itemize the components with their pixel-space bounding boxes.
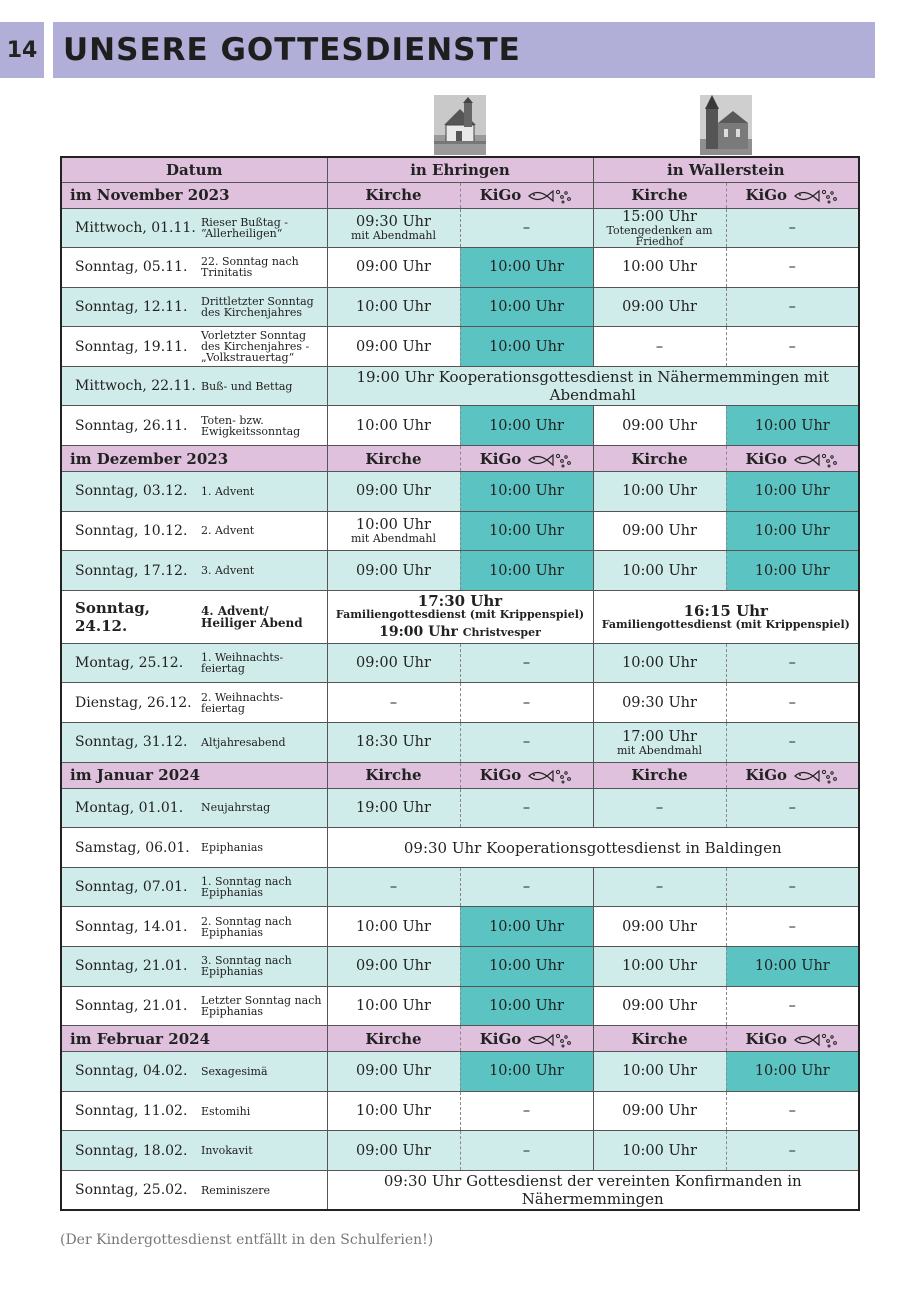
service-date: Sonntag, 21.01. <box>61 947 201 987</box>
table-row <box>61 907 859 947</box>
service-date: Sonntag, 25.02. <box>61 1170 201 1210</box>
service-occasion: Reminiszere <box>201 1170 327 1210</box>
col-kirche-label: Kirche <box>593 446 726 472</box>
month-label: im Dezember 2023 <box>61 446 327 472</box>
service-date: Sonntag, 03.12. <box>61 472 201 512</box>
ehringen-kigo: 10:00 Uhr <box>460 287 593 327</box>
col-kigo-label: KiGo <box>460 1026 593 1052</box>
wallerstein-christmas-services: 16:15 Uhr Familiengottesdienst (mit Krippenspiel) <box>593 590 859 643</box>
page-title: UNSERE GOTTESDIENSTE <box>63 32 521 68</box>
month-row-januar <box>61 762 859 788</box>
ehringen-kigo: – <box>460 643 593 683</box>
wallerstein-kirche: 09:00 Uhr <box>593 287 726 327</box>
ehringen-kirche: 10:00 Uhr <box>327 907 460 947</box>
service-occasion: Sexagesimä <box>201 1052 327 1092</box>
service-occasion: Drittletzter Sonntag des Kirchenjahres <box>201 287 327 327</box>
col-kirche-label: Kirche <box>593 762 726 788</box>
ehringen-kigo: 10:00 Uhr <box>460 248 593 288</box>
wallerstein-kigo: – <box>726 867 859 907</box>
service-occasion: 3. Sonntag nach Epiphanias <box>201 947 327 987</box>
table-row <box>61 986 859 1026</box>
service-date: Montag, 25.12. <box>61 643 201 683</box>
wallerstein-kigo: – <box>726 248 859 288</box>
wallerstein-kigo: – <box>726 287 859 327</box>
ehringen-kirche: 10:00 Uhr <box>327 406 460 446</box>
service-occasion: 2. Advent <box>201 511 327 551</box>
service-occasion: Altjahresabend <box>201 723 327 763</box>
service-date: Mittwoch, 22.11. <box>61 366 201 406</box>
wallerstein-kigo: – <box>726 723 859 763</box>
wallerstein-kigo: 10:00 Uhr <box>726 551 859 591</box>
ehringen-kigo: – <box>460 208 593 248</box>
table-row <box>61 248 859 288</box>
wallerstein-kigo: 10:00 Uhr <box>726 406 859 446</box>
table-row <box>61 208 859 248</box>
table-row <box>61 406 859 446</box>
table-row <box>61 788 859 828</box>
service-date: Sonntag, 19.11. <box>61 327 201 367</box>
ehringen-kirche: 09:30 Uhr mit Abendmahl <box>327 208 460 248</box>
ehringen-kirche: 10:00 Uhr <box>327 986 460 1026</box>
ehringen-kigo: 10:00 Uhr <box>460 327 593 367</box>
ehringen-kigo: 10:00 Uhr <box>460 406 593 446</box>
service-date: Samstag, 06.01. <box>61 828 201 868</box>
joint-service: 09:30 Uhr Kooperationsgottesdienst in Baldingen <box>327 828 859 868</box>
col-kigo-label: KiGo <box>726 762 859 788</box>
header-datum: Datum <box>61 157 327 182</box>
col-kigo-label: KiGo <box>726 182 859 208</box>
table-row <box>61 828 859 868</box>
ehringen-kigo: 10:00 Uhr <box>460 907 593 947</box>
ehringen-kigo: 10:00 Uhr <box>460 551 593 591</box>
ehringen-kirche: 10:00 Uhr <box>327 287 460 327</box>
joint-service: 09:30 Uhr Gottesdienst der vereinten Konfirmanden in Nähermemmingen <box>327 1170 859 1210</box>
wallerstein-kigo: – <box>726 788 859 828</box>
ehringen-kigo: 10:00 Uhr <box>460 1052 593 1092</box>
wallerstein-kirche: 10:00 Uhr <box>593 947 726 987</box>
fish-with-bubbles-icon <box>791 1032 839 1048</box>
church-wallerstein-image <box>700 95 752 155</box>
ehringen-kirche: 09:00 Uhr <box>327 472 460 512</box>
ehringen-kigo: 10:00 Uhr <box>460 947 593 987</box>
ehringen-kirche: 10:00 Uhr mit Abendmahl <box>327 511 460 551</box>
month-row-november <box>61 182 859 208</box>
service-date: Mittwoch, 01.11. <box>61 208 201 248</box>
service-occasion: 2. Sonntag nach Epiphanias <box>201 907 327 947</box>
ehringen-kirche: 09:00 Uhr <box>327 1052 460 1092</box>
service-date: Montag, 01.01. <box>61 788 201 828</box>
service-occasion: 2. Weihnachts-feiertag <box>201 683 327 723</box>
fish-with-bubbles-icon <box>791 452 839 468</box>
col-kirche-label: Kirche <box>327 762 460 788</box>
service-occasion: Estomihi <box>201 1091 327 1131</box>
table-row <box>61 947 859 987</box>
footnote: (Der Kindergottesdienst entfällt in den Schulferien!) <box>60 1232 434 1248</box>
col-kigo-label: KiGo <box>460 182 593 208</box>
wallerstein-kirche: 10:00 Uhr <box>593 1052 726 1092</box>
table-row <box>61 472 859 512</box>
church-ehringen-image <box>434 95 486 155</box>
fish-with-bubbles-icon <box>525 768 573 784</box>
ehringen-kigo: – <box>460 867 593 907</box>
table-row <box>61 327 859 367</box>
wallerstein-kigo: – <box>726 643 859 683</box>
fish-with-bubbles-icon <box>791 188 839 204</box>
service-occasion: Rieser Bußtag - “Allerheiligen“ <box>201 208 327 248</box>
month-label: im Februar 2024 <box>61 1026 327 1052</box>
service-date: Sonntag, 26.11. <box>61 406 201 446</box>
service-occasion: Vorletzter Sonntag des Kirchenjahres - „Volkstrauertag“ <box>201 327 327 367</box>
ehringen-christmas-services: 17:30 Uhr Familiengottesdienst (mit Krippenspiel) 19:00 Uhr Christvesper <box>327 590 593 643</box>
col-kirche-label: Kirche <box>327 446 460 472</box>
table-row <box>61 723 859 763</box>
col-kigo-label: KiGo <box>460 446 593 472</box>
service-occasion: Neujahrstag <box>201 788 327 828</box>
col-kigo-label: KiGo <box>726 446 859 472</box>
service-occasion: 3. Advent <box>201 551 327 591</box>
service-date: Sonntag, 04.02. <box>61 1052 201 1092</box>
table-row <box>61 643 859 683</box>
service-occasion: Letzter Sonntag nach Epiphanias <box>201 986 327 1026</box>
table-row <box>61 551 859 591</box>
ehringen-kirche: 19:00 Uhr <box>327 788 460 828</box>
wallerstein-kirche: 10:00 Uhr <box>593 472 726 512</box>
wallerstein-kirche: 15:00 Uhr Totengedenken am Friedhof <box>593 208 726 248</box>
col-kirche-label: Kirche <box>327 182 460 208</box>
wallerstein-kigo: – <box>726 208 859 248</box>
page-title-bar <box>53 22 875 78</box>
month-label: im November 2023 <box>61 182 327 208</box>
wallerstein-kirche: 10:00 Uhr <box>593 248 726 288</box>
fish-with-bubbles-icon <box>525 1032 573 1048</box>
wallerstein-kigo: – <box>726 986 859 1026</box>
ehringen-kirche: 18:30 Uhr <box>327 723 460 763</box>
ehringen-kirche: 09:00 Uhr <box>327 1131 460 1171</box>
wallerstein-kirche: – <box>593 788 726 828</box>
ehringen-kigo: 10:00 Uhr <box>460 472 593 512</box>
wallerstein-kirche: 10:00 Uhr <box>593 551 726 591</box>
table-row <box>61 1170 859 1210</box>
service-occasion: 22. Sonntag nach Trinitatis <box>201 248 327 288</box>
service-date: Sonntag, 10.12. <box>61 511 201 551</box>
service-date: Sonntag, 31.12. <box>61 723 201 763</box>
table-row <box>61 867 859 907</box>
ehringen-kigo: – <box>460 723 593 763</box>
ehringen-kigo: – <box>460 1131 593 1171</box>
service-occasion: 1. Sonntag nach Epiphanias <box>201 867 327 907</box>
service-date: Sonntag, 17.12. <box>61 551 201 591</box>
wallerstein-kirche: – <box>593 867 726 907</box>
service-date: Dienstag, 26.12. <box>61 683 201 723</box>
ehringen-kigo: 10:00 Uhr <box>460 986 593 1026</box>
ehringen-kirche: – <box>327 867 460 907</box>
header-wallerstein: in Wallerstein <box>593 157 859 182</box>
service-occasion: Toten- bzw. Ewigkeitssonntag <box>201 406 327 446</box>
fish-with-bubbles-icon <box>791 768 839 784</box>
service-date: Sonntag, 12.11. <box>61 287 201 327</box>
wallerstein-kigo: – <box>726 327 859 367</box>
wallerstein-kirche: 09:00 Uhr <box>593 511 726 551</box>
wallerstein-kirche: 09:30 Uhr <box>593 683 726 723</box>
wallerstein-kirche: 09:00 Uhr <box>593 406 726 446</box>
wallerstein-kirche: 09:00 Uhr <box>593 907 726 947</box>
ehringen-kirche: 09:00 Uhr <box>327 643 460 683</box>
wallerstein-kigo: 10:00 Uhr <box>726 472 859 512</box>
service-date: Sonntag, 14.01. <box>61 907 201 947</box>
col-kirche-label: Kirche <box>593 1026 726 1052</box>
ehringen-kirche: 09:00 Uhr <box>327 248 460 288</box>
table-row <box>61 287 859 327</box>
wallerstein-kirche: 17:00 Uhr mit Abendmahl <box>593 723 726 763</box>
table-row <box>61 1131 859 1171</box>
fish-with-bubbles-icon <box>525 452 573 468</box>
wallerstein-kigo: – <box>726 1091 859 1131</box>
service-date: Sonntag, 24.12. <box>61 590 201 643</box>
ehringen-kigo: 10:00 Uhr <box>460 511 593 551</box>
col-kirche-label: Kirche <box>327 1026 460 1052</box>
service-date: Sonntag, 21.01. <box>61 986 201 1026</box>
wallerstein-kigo: 10:00 Uhr <box>726 947 859 987</box>
ehringen-kigo: – <box>460 1091 593 1131</box>
service-occasion: Invokavit <box>201 1131 327 1171</box>
service-date: Sonntag, 18.02. <box>61 1131 201 1171</box>
service-date: Sonntag, 05.11. <box>61 248 201 288</box>
wallerstein-kigo: – <box>726 1131 859 1171</box>
ehringen-kigo: – <box>460 683 593 723</box>
service-occasion: 4. Advent/ Heiliger Abend <box>201 590 327 643</box>
month-row-dezember <box>61 446 859 472</box>
ehringen-kigo: – <box>460 788 593 828</box>
wallerstein-kigo: 10:00 Uhr <box>726 1052 859 1092</box>
service-occasion: Epiphanias <box>201 828 327 868</box>
month-label: im Januar 2024 <box>61 762 327 788</box>
table-row-christmas-eve <box>61 590 859 643</box>
wallerstein-kirche: 09:00 Uhr <box>593 1091 726 1131</box>
table-row <box>61 1052 859 1092</box>
service-occasion: Buß- und Bettag <box>201 366 327 406</box>
service-date: Sonntag, 11.02. <box>61 1091 201 1131</box>
wallerstein-kirche: 10:00 Uhr <box>593 1131 726 1171</box>
table-row <box>61 1091 859 1131</box>
col-kigo-label: KiGo <box>460 762 593 788</box>
month-row-februar <box>61 1026 859 1052</box>
table-row <box>61 511 859 551</box>
joint-service: 19:00 Uhr Kooperationsgottesdienst in Nähermemmingen mit Abendmahl <box>327 366 859 406</box>
service-occasion: 1. Weihnachts-feiertag <box>201 643 327 683</box>
service-date: Sonntag, 07.01. <box>61 867 201 907</box>
service-occasion: 1. Advent <box>201 472 327 512</box>
table-row <box>61 366 859 406</box>
fish-with-bubbles-icon <box>525 188 573 204</box>
wallerstein-kigo: – <box>726 683 859 723</box>
ehringen-kirche: – <box>327 683 460 723</box>
ehringen-kirche: 10:00 Uhr <box>327 1091 460 1131</box>
ehringen-kirche: 09:00 Uhr <box>327 551 460 591</box>
page-number: 14 <box>0 22 44 78</box>
wallerstein-kirche: – <box>593 327 726 367</box>
table-row <box>61 683 859 723</box>
col-kirche-label: Kirche <box>593 182 726 208</box>
wallerstein-kirche: 09:00 Uhr <box>593 986 726 1026</box>
ehringen-kirche: 09:00 Uhr <box>327 947 460 987</box>
wallerstein-kigo: – <box>726 907 859 947</box>
wallerstein-kirche: 10:00 Uhr <box>593 643 726 683</box>
ehringen-kirche: 09:00 Uhr <box>327 327 460 367</box>
wallerstein-kigo: 10:00 Uhr <box>726 511 859 551</box>
service-schedule-table <box>60 156 860 1211</box>
col-kigo-label: KiGo <box>726 1026 859 1052</box>
header-ehringen: in Ehringen <box>327 157 593 182</box>
table-header-row <box>61 157 859 182</box>
